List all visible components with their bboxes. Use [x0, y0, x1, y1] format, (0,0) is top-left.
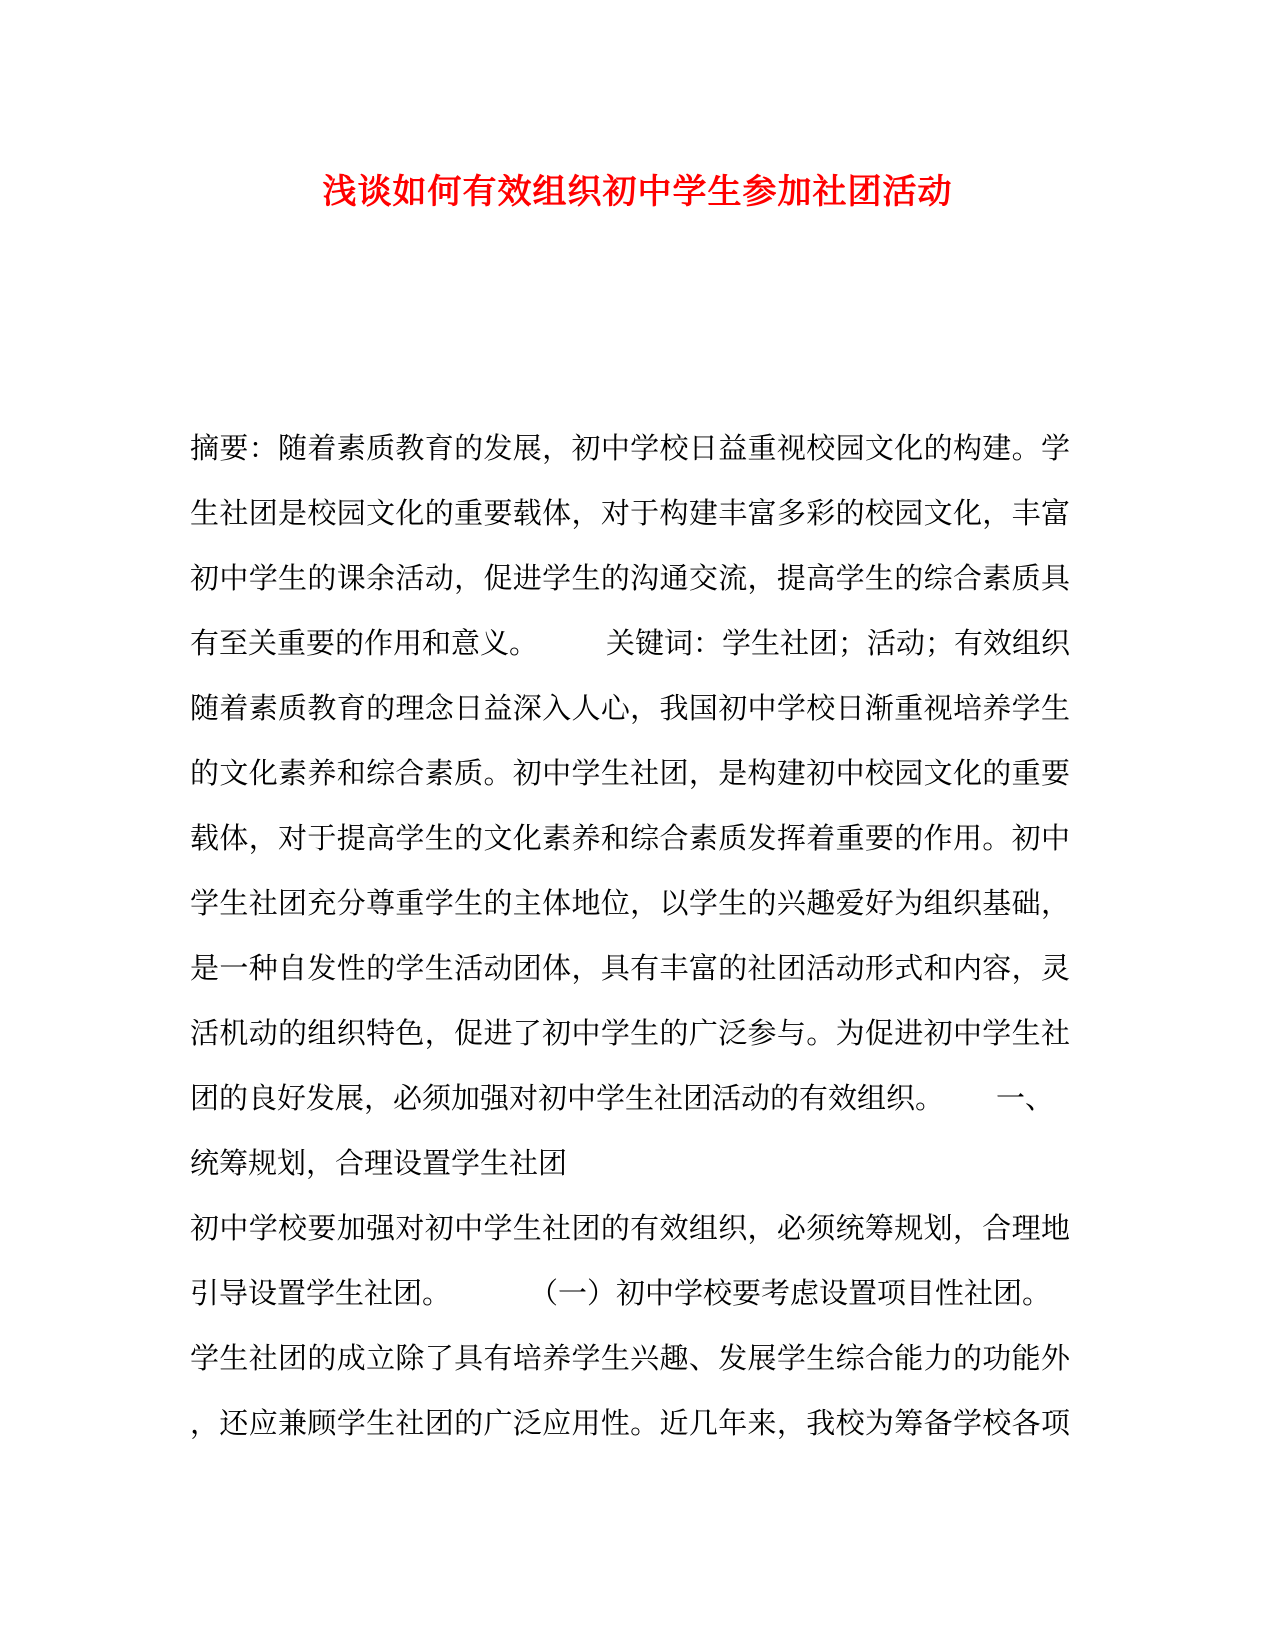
body-line: 的文化素养和综合素质。初中学生社团，是构建初中校园文化的重要 [190, 756, 1070, 790]
section-heading: 统筹规划，合理设置学生社团 [190, 1146, 568, 1180]
body-line: 学生社团的成立除了具有培养学生兴趣、发展学生综合能力的功能外 [190, 1341, 1070, 1375]
body-line: 初中学校要加强对初中学生社团的有效组织，必须统筹规划，合理地 [190, 1211, 1070, 1245]
body-line: 初中学生的课余活动，促进学生的沟通交流，提高学生的综合素质具 [190, 561, 1070, 595]
line-segment: 有至关重要的作用和意义。 [190, 626, 539, 660]
body-line: 活机动的组织特色，促进了初中学生的广泛参与。为促进初中学生社 [190, 1016, 1070, 1050]
body-line: 摘要：随着素质教育的发展，初中学校日益重视校园文化的构建。学 [190, 431, 1070, 465]
body-line: 随着素质教育的理念日益深入人心，我国初中学校日渐重视培养学生 [190, 691, 1070, 725]
document-body [190, 416, 1070, 1456]
body-line [190, 611, 1070, 676]
body-line: 是一种自发性的学生活动团体，具有丰富的社团活动形式和内容，灵 [190, 951, 1070, 985]
line-segment: 团的良好发展，必须加强对初中学生社团活动的有效组织。 [190, 1081, 945, 1115]
document-title: 浅谈如何有效组织初中学生参加社团活动 [322, 172, 953, 212]
body-line [190, 1066, 1070, 1131]
body-line: 生社团是校园文化的重要载体，对于构建丰富多彩的校园文化，丰富 [190, 496, 1070, 530]
subsection-heading: （一）初中学校要考虑设置项目性社团。 [529, 1276, 1052, 1310]
body-line: ，还应兼顾学生社团的广泛应用性。近几年来，我校为筹备学校各项 [190, 1406, 1070, 1440]
body-line: 学生社团充分尊重学生的主体地位，以学生的兴趣爱好为组织基础， [190, 886, 1070, 920]
body-line: 载体，对于提高学生的文化素养和综合素质发挥着重要的作用。初中 [190, 821, 1070, 855]
body-line [190, 1261, 1070, 1326]
keywords-text: 关键词：学生社团；活动；有效组织 [606, 626, 1070, 660]
section-heading-number: 一、 [995, 1081, 1054, 1115]
line-segment: 引导设置学生社团。 [190, 1276, 452, 1310]
